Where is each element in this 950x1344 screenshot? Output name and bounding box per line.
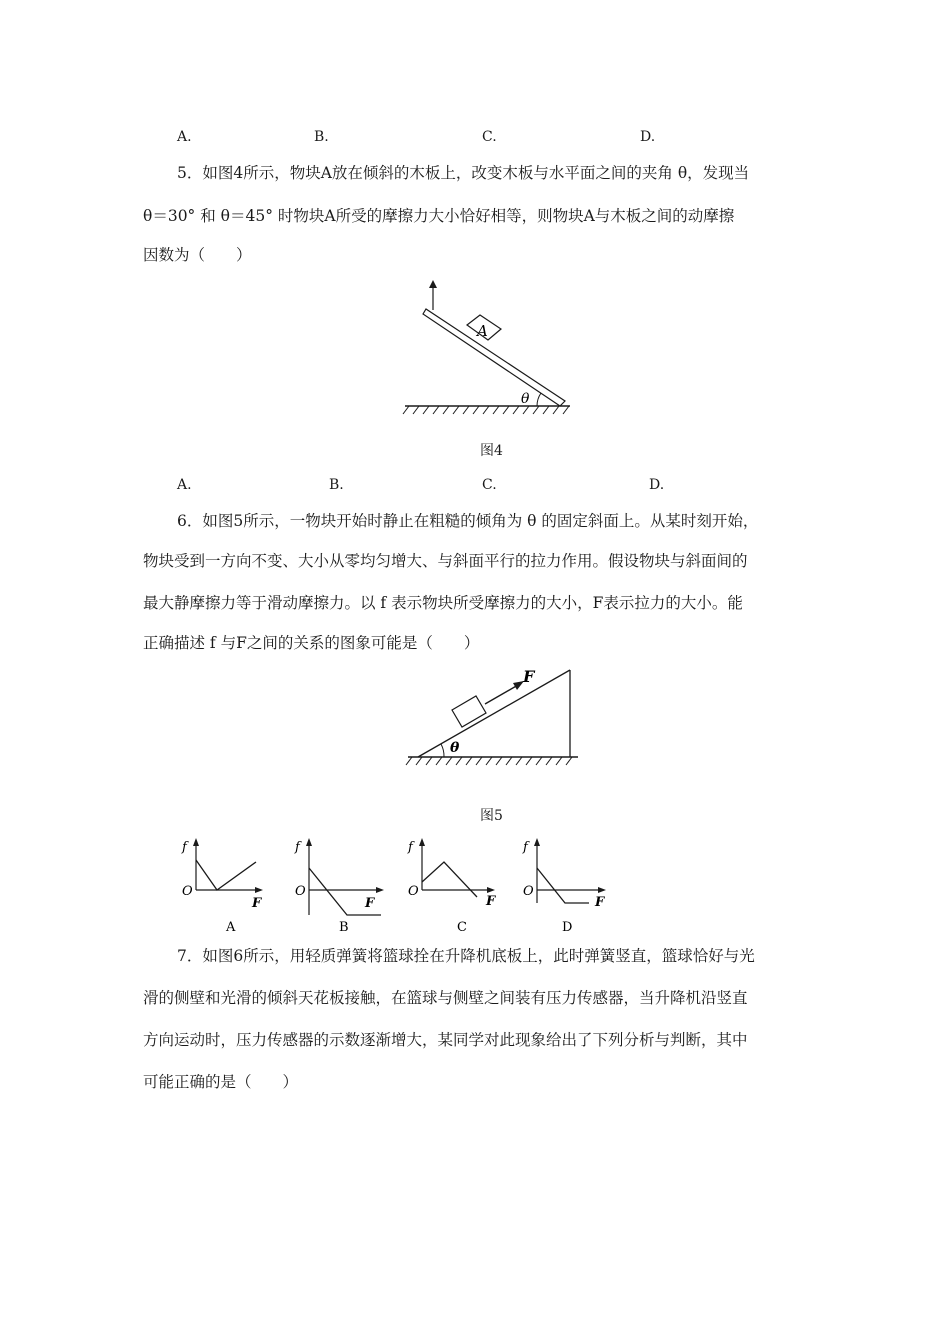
graph-option-a bbox=[176, 835, 276, 935]
q7-text-line-2: 滑的侧壁和光滑的倾斜天花板接触，在篮球与侧壁之间装有压力传感器，当升降机沿竖直 bbox=[143, 989, 748, 1007]
q7-text-line-3: 方向运动时，压力传感器的示数逐渐增大，某同学对此现象给出了下列分析与判断，其中 bbox=[143, 1031, 748, 1049]
graph-d-x-label: F bbox=[595, 895, 605, 910]
figure-4-incline-board bbox=[395, 278, 575, 418]
q5-option-a: A. bbox=[177, 477, 192, 493]
q6-text-line-1: 6．如图5所示，一物块开始时静止在粗糙的倾角为 θ 的固定斜面上。从某时刻开始， bbox=[177, 512, 759, 530]
graph-d-label: D bbox=[562, 920, 573, 935]
graph-b-label: B bbox=[339, 920, 349, 935]
q4-option-c: C. bbox=[482, 129, 497, 145]
figure-5-fixed-incline bbox=[400, 662, 585, 772]
graph-option-b bbox=[289, 835, 389, 935]
graph-a-x-label: F bbox=[252, 896, 262, 911]
graph-c-x-label: F bbox=[486, 894, 496, 909]
q5-option-c: C. bbox=[482, 477, 497, 493]
graph-option-d bbox=[515, 835, 615, 935]
graph-a-y-label: f bbox=[182, 840, 187, 855]
q4-option-b: B. bbox=[314, 129, 329, 145]
q4-option-a: A. bbox=[177, 129, 192, 145]
figure-4-block-label: A bbox=[477, 322, 488, 340]
q4-option-d: D. bbox=[640, 129, 656, 145]
q5-option-d: D. bbox=[649, 477, 665, 493]
graph-d-y-label: f bbox=[523, 840, 528, 855]
q5-text-line-3: 因数为（ ） bbox=[143, 246, 252, 264]
graph-c-origin: O bbox=[408, 884, 419, 899]
q7-text-line-4: 可能正确的是（ ） bbox=[143, 1073, 299, 1091]
figure-4-angle-label: θ bbox=[521, 391, 530, 407]
q5-options bbox=[0, 477, 950, 497]
graph-option-c bbox=[402, 835, 502, 935]
graph-d-origin: O bbox=[523, 884, 534, 899]
q5-text-line-2: θ＝30° 和 θ＝45° 时物块A所受的摩擦力大小恰好相等，则物块A与木板之间的动摩擦 bbox=[143, 207, 735, 225]
q5-text-line-1: 5．如图4所示，物块A放在倾斜的木板上，改变木板与水平面之间的夹角 θ，发现当 bbox=[177, 164, 750, 182]
q7-text-line-1: 7．如图6所示，用轻质弹簧将篮球拴在升降机底板上，此时弹簧竖直，篮球恰好与光 bbox=[177, 947, 755, 965]
figure-5-angle-label: θ bbox=[450, 740, 460, 756]
graph-b-x-label: F bbox=[365, 896, 375, 911]
q6-text-line-4: 正确描述 f 与F之间的关系的图象可能是（ ） bbox=[143, 634, 480, 652]
graph-a-label: A bbox=[226, 920, 236, 935]
graph-c-y-label: f bbox=[408, 840, 413, 855]
figure-5-caption: 图5 bbox=[480, 808, 503, 824]
q5-option-b: B. bbox=[329, 477, 344, 493]
figure-4-caption: 图4 bbox=[480, 443, 503, 459]
q6-text-line-3: 最大静摩擦力等于滑动摩擦力。以 f 表示物块所受摩擦力的大小，F表示拉力的大小。能 bbox=[143, 594, 743, 612]
graph-c-label: C bbox=[457, 920, 467, 935]
q4-options bbox=[0, 129, 950, 149]
q6-text-line-2: 物块受到一方向不变、大小从零均匀增大、与斜面平行的拉力作用。假设物块与斜面间的 bbox=[143, 552, 748, 570]
figure-5-force-label: F bbox=[523, 667, 535, 686]
graph-b-origin: O bbox=[295, 884, 306, 899]
graph-a-origin: O bbox=[182, 884, 193, 899]
graph-b-y-label: f bbox=[295, 840, 300, 855]
